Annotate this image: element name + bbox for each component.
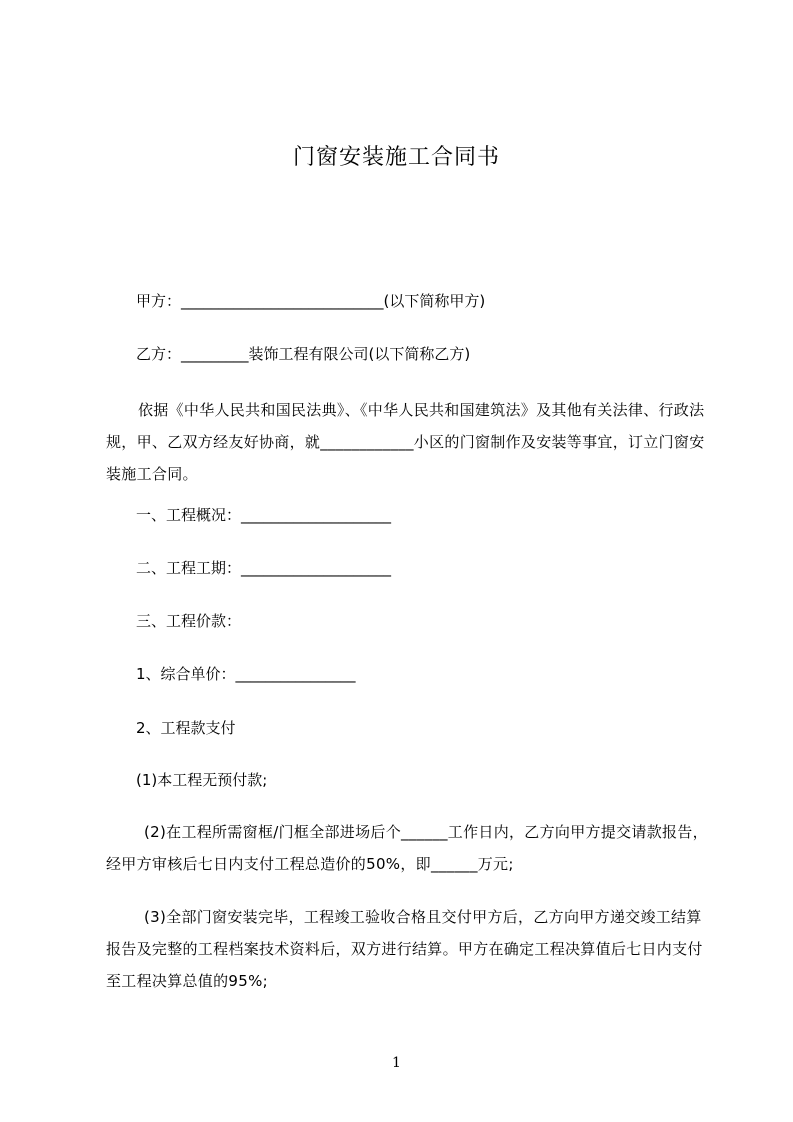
item-payment: 2、工程款支付: [136, 719, 236, 737]
page-number: 1: [392, 1055, 401, 1071]
section-project-price: 三、工程价款：: [136, 612, 242, 630]
clause-no-advance: (1)本工程无预付款;: [136, 771, 268, 789]
party-a-line: 甲方：___________________________(以下简称甲方): [136, 292, 486, 310]
party-b-line: 乙方：_________装饰工程有限公司(以下简称乙方): [136, 345, 471, 363]
preamble-paragraph: 依据《中华人民共和国民法典》、《中华人民共和国建筑法》及其他有关法律、行政法规，甲、乙双方经友好协商，就____________小区的门窗制作及安装等事宜，订立门窗安装施工合同。: [106, 401, 705, 483]
item-unit-price: 1、综合单价：________________: [136, 665, 356, 683]
document-title: 门窗安装施工合同书: [292, 145, 500, 170]
clause-final-settlement: (3)全部门窗安装完毕，工程竣工验收合格且交付甲方后，乙方向甲方递交竣工结算报告及完整的工程档案技术资料后，双方进行结算。甲方在确定工程决算值后七日内支付至工程决算总值的95%;: [106, 908, 703, 990]
clause-progress-payment: (2)在工程所需窗框/门框全部进场后个______工作日内，乙方向甲方提交请款报告，经甲方审核后七日内支付工程总造价的50%，即______万元;: [106, 823, 708, 873]
section-project-overview: 一、工程概况：____________________: [136, 506, 392, 524]
section-project-duration: 二、工程工期：____________________: [136, 559, 392, 577]
